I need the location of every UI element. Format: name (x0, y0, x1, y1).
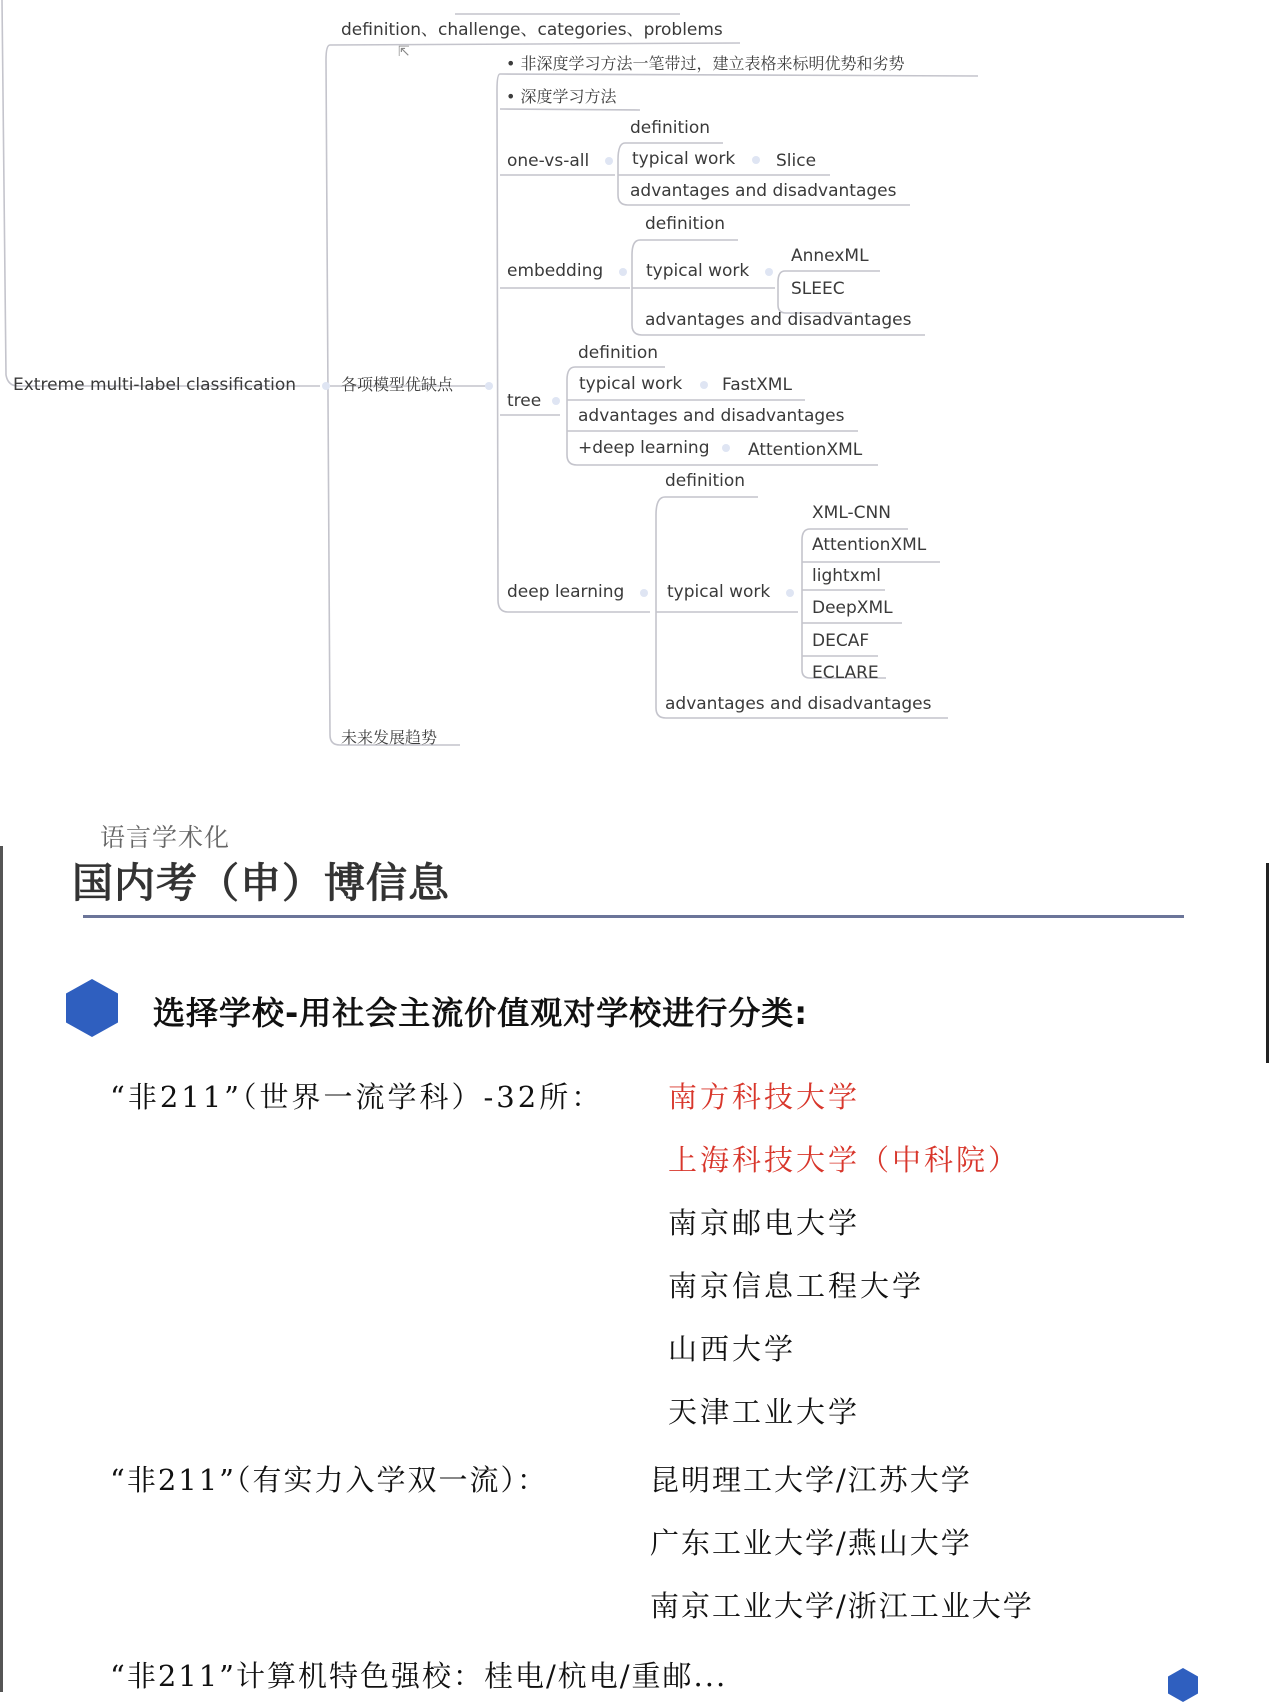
node-tree[interactable]: tree (507, 391, 542, 411)
school-item: 天津工业大学 (668, 1395, 861, 1429)
node-tree-deep-learning[interactable]: +deep learning (578, 438, 710, 458)
collapse-toggle-icon[interactable] (752, 156, 760, 164)
node-emb-typical-work[interactable]: typical work (646, 261, 750, 281)
collapse-toggle-icon[interactable] (640, 589, 648, 597)
section-heading: 选择学校-用社会主流价值观对学校进行分类: (153, 994, 809, 1032)
node-dl-definition[interactable]: definition (665, 471, 746, 491)
collapse-toggle-icon[interactable] (786, 589, 794, 597)
collapse-toggle-icon[interactable] (619, 268, 627, 276)
note-non-deep[interactable]: • 非深度学习方法一笔带过，建立表格来标明优势和劣势 (506, 54, 905, 73)
node-dl-typical-work[interactable]: typical work (667, 582, 771, 602)
node-tree-attentionxml[interactable]: AttentionXML (748, 440, 863, 460)
school-item: 南京邮电大学 (668, 1206, 861, 1240)
collapse-toggle-icon[interactable] (605, 157, 613, 165)
root-node[interactable]: Extreme multi-label classification (13, 375, 297, 395)
branch-models[interactable]: 各项模型优缺点 (341, 375, 454, 394)
node-ova-adv[interactable]: advantages and disadvantages (630, 181, 897, 201)
school-item: 山西大学 (668, 1332, 797, 1366)
node-dl-adv[interactable]: advantages and disadvantages (665, 694, 932, 714)
node-ova-definition[interactable]: definition (630, 118, 711, 138)
collapse-toggle-icon[interactable] (722, 444, 730, 452)
node-tree-definition[interactable]: definition (578, 343, 659, 363)
node-deepxml[interactable]: DeepXML (812, 598, 893, 618)
school-item: 南京工业大学/浙江工业大学 (650, 1589, 1034, 1623)
note-deep[interactable]: • 深度学习方法 (506, 87, 617, 106)
node-xml-cnn[interactable]: XML-CNN (812, 503, 891, 523)
group-label-double-first-class: “非211”（有实力入学双一流）： (110, 1463, 549, 1497)
school-item: 南京信息工程大学 (668, 1269, 925, 1303)
node-eclare[interactable]: ECLARE (812, 663, 879, 683)
school-item: 南方科技大学 (668, 1080, 861, 1114)
slide (0, 800, 1269, 1692)
school-item: 广东工业大学/燕山大学 (650, 1526, 972, 1560)
group-label-cs-schools: “非211”计算机特色强校：桂电/杭电/重邮... (110, 1659, 728, 1693)
slide-title: 国内考（申）博信息 (72, 859, 450, 907)
node-attentionxml[interactable]: AttentionXML (812, 535, 927, 555)
node-ova-typical-work[interactable]: typical work (632, 149, 736, 169)
mind-map (0, 0, 1269, 770)
node-tree-typical-work[interactable]: typical work (579, 374, 683, 394)
collapse-toggle-icon[interactable] (485, 382, 493, 390)
node-tree-adv[interactable]: advantages and disadvantages (578, 406, 845, 426)
title-divider (83, 915, 1184, 918)
collapse-toggle-icon[interactable] (700, 381, 708, 389)
node-decaf[interactable]: DECAF (812, 631, 870, 651)
school-item: 上海科技大学（中科院） (668, 1143, 1021, 1177)
node-sleec[interactable]: SLEEC (791, 279, 845, 299)
collapse-toggle-icon[interactable] (765, 268, 773, 276)
node-slice[interactable]: Slice (776, 151, 817, 171)
group-label-world-class: “非211”（世界一流学科）-32所： (110, 1080, 604, 1114)
slide-left-border (0, 846, 3, 1692)
node-emb-definition[interactable]: definition (645, 214, 726, 234)
node-emb-adv[interactable]: advantages and disadvantages (645, 310, 912, 330)
node-deep-learning[interactable]: deep learning (507, 582, 625, 602)
node-lightxml[interactable]: lightxml (812, 566, 882, 586)
branch-intro[interactable]: definition、challenge、categories、problems (341, 20, 723, 40)
school-item: 昆明理工大学/江苏大学 (650, 1463, 972, 1497)
node-fastxml[interactable]: FastXML (722, 375, 792, 395)
mouse-cursor-icon: ⇱ (398, 44, 410, 60)
node-one-vs-all[interactable]: one-vs-all (507, 151, 590, 171)
node-annexml[interactable]: AnnexML (791, 246, 869, 266)
slide-subtitle: 语言学术化 (100, 823, 231, 852)
node-embedding[interactable]: embedding (507, 261, 604, 281)
collapse-toggle-icon[interactable] (322, 382, 330, 390)
collapse-toggle-icon[interactable] (552, 397, 560, 405)
branch-future[interactable]: 未来发展趋势 (341, 728, 438, 747)
